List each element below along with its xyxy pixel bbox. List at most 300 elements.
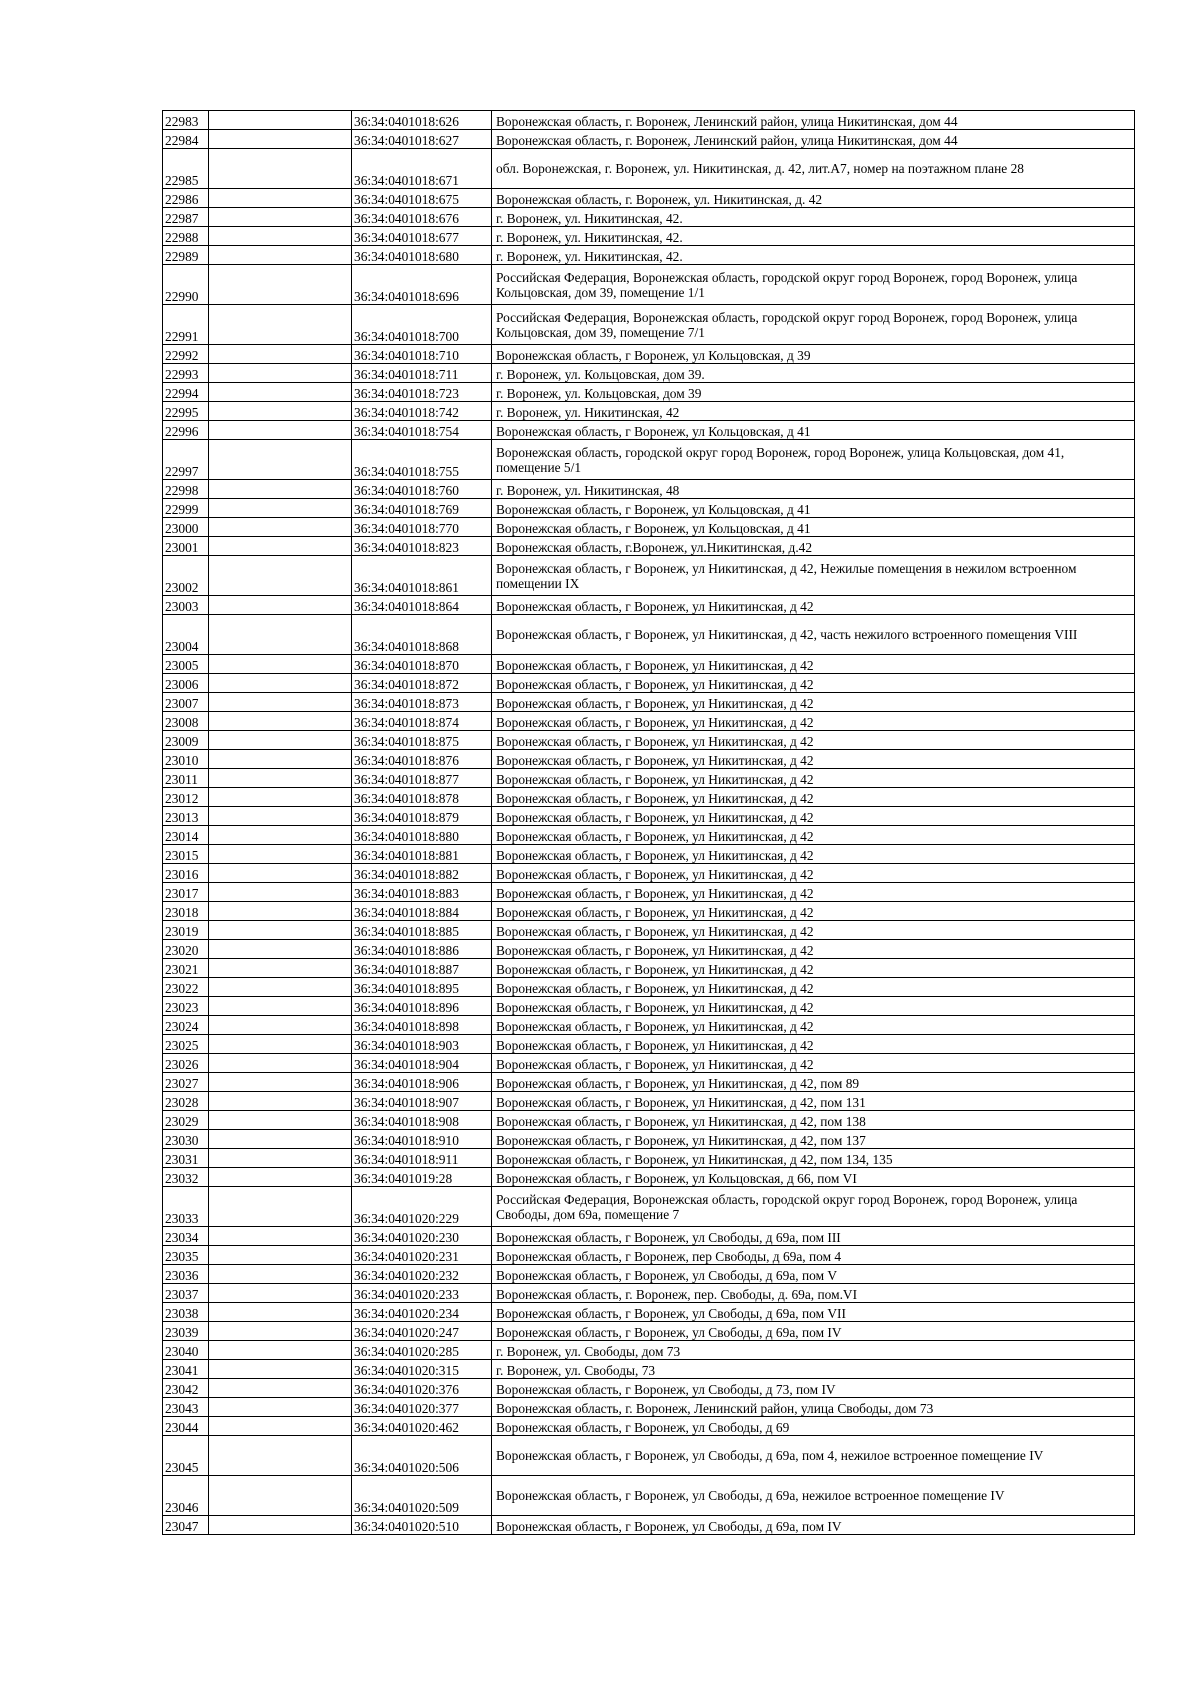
cadastral-number-cell: 36:34:0401018:896	[352, 997, 492, 1016]
cadastral-number-cell: 36:34:0401018:755	[352, 440, 492, 480]
address-cell: Воронежская область, г Воронеж, ул Никитинская, д 42	[492, 902, 1135, 921]
empty-cell	[209, 440, 352, 480]
cadastral-number-cell: 36:34:0401018:742	[352, 402, 492, 421]
empty-cell	[209, 1265, 352, 1284]
empty-cell	[209, 227, 352, 246]
row-number-cell: 23002	[163, 556, 209, 596]
row-number-cell: 23015	[163, 845, 209, 864]
table-row	[163, 1246, 1135, 1265]
address-cell: г. Воронеж, ул. Никитинская, 48	[492, 480, 1135, 499]
cadastral-number-cell: 36:34:0401018:675	[352, 189, 492, 208]
table-row	[163, 1227, 1135, 1246]
empty-cell	[209, 1168, 352, 1187]
property-register-table	[162, 110, 1135, 1535]
address-cell: Воронежская область, г. Воронеж, Ленинский район, улица Никитинская, дом 44	[492, 130, 1135, 149]
table-row	[163, 1187, 1135, 1227]
address-cell: Воронежская область, г Воронеж, ул Никитинская, д 42	[492, 693, 1135, 712]
empty-cell	[209, 189, 352, 208]
address-cell: Воронежская область, г Воронеж, ул Никитинская, д 42	[492, 959, 1135, 978]
table-row	[163, 402, 1135, 421]
row-number-cell: 22996	[163, 421, 209, 440]
table-row	[163, 997, 1135, 1016]
address-cell: Российская Федерация, Воронежская область, городской округ город Воронеж, город Воронеж, улица Кольцовская, дом 39, помещение 1/1	[492, 265, 1135, 305]
table-row	[163, 731, 1135, 750]
address-cell: г. Воронеж, ул. Никитинская, 42.	[492, 227, 1135, 246]
row-number-cell: 23029	[163, 1111, 209, 1130]
row-number-cell: 23044	[163, 1417, 209, 1436]
empty-cell	[209, 130, 352, 149]
cadastral-number-cell: 36:34:0401018:868	[352, 615, 492, 655]
table-row	[163, 712, 1135, 731]
cadastral-number-cell: 36:34:0401018:878	[352, 788, 492, 807]
table-row	[163, 1341, 1135, 1360]
row-number-cell: 22995	[163, 402, 209, 421]
address-cell: Воронежская область, г Воронеж, ул Никитинская, д 42	[492, 978, 1135, 997]
empty-cell	[209, 1246, 352, 1265]
row-number-cell: 23008	[163, 712, 209, 731]
cadastral-number-cell: 36:34:0401020:462	[352, 1417, 492, 1436]
table-row	[163, 845, 1135, 864]
table-row	[163, 537, 1135, 556]
address-cell: Воронежская область, г Воронеж, ул Никитинская, д 42	[492, 1054, 1135, 1073]
table-row	[163, 1016, 1135, 1035]
cadastral-number-cell: 36:34:0401018:879	[352, 807, 492, 826]
row-number-cell: 23012	[163, 788, 209, 807]
table-row	[163, 208, 1135, 227]
address-cell: Воронежская область, г Воронеж, ул Свободы, д 69а, нежилое встроенное помещение IV	[492, 1476, 1135, 1516]
row-number-cell: 23006	[163, 674, 209, 693]
row-number-cell: 23014	[163, 826, 209, 845]
cadastral-number-cell: 36:34:0401020:377	[352, 1398, 492, 1417]
row-number-cell: 23024	[163, 1016, 209, 1035]
table-row	[163, 1149, 1135, 1168]
cadastral-number-cell: 36:34:0401018:864	[352, 596, 492, 615]
table-row	[163, 959, 1135, 978]
cadastral-number-cell: 36:34:0401020:232	[352, 1265, 492, 1284]
cadastral-number-cell: 36:34:0401020:230	[352, 1227, 492, 1246]
empty-cell	[209, 1016, 352, 1035]
table-row	[163, 596, 1135, 615]
empty-cell	[209, 1436, 352, 1476]
empty-cell	[209, 997, 352, 1016]
row-number-cell: 23025	[163, 1035, 209, 1054]
row-number-cell: 23000	[163, 518, 209, 537]
cadastral-number-cell: 36:34:0401020:247	[352, 1322, 492, 1341]
address-cell: Воронежская область, г Воронеж, ул Никитинская, д 42	[492, 807, 1135, 826]
cadastral-number-cell: 36:34:0401018:882	[352, 864, 492, 883]
address-cell: Воронежская область, г Воронеж, ул Свободы, д 69а, пом III	[492, 1227, 1135, 1246]
empty-cell	[209, 693, 352, 712]
row-number-cell: 23045	[163, 1436, 209, 1476]
address-cell: Воронежская область, г Воронеж, ул Никитинская, д 42, часть нежилого встроенного помещения VIII	[492, 615, 1135, 655]
row-number-cell: 22989	[163, 246, 209, 265]
table-row	[163, 1130, 1135, 1149]
address-cell: Воронежская область, г. Воронеж, пер. Свободы, д. 69а, пом.VI	[492, 1284, 1135, 1303]
address-cell: Воронежская область, г Воронеж, ул Свободы, д 69а, пом IV	[492, 1322, 1135, 1341]
empty-cell	[209, 596, 352, 615]
table-row	[163, 149, 1135, 189]
table-row	[163, 883, 1135, 902]
address-cell: г. Воронеж, ул. Никитинская, 42.	[492, 246, 1135, 265]
table-row	[163, 518, 1135, 537]
empty-cell	[209, 788, 352, 807]
empty-cell	[209, 1516, 352, 1535]
row-number-cell: 23016	[163, 864, 209, 883]
empty-cell	[209, 1360, 352, 1379]
cadastral-number-cell: 36:34:0401018:880	[352, 826, 492, 845]
empty-cell	[209, 807, 352, 826]
address-cell: Воронежская область, г Воронеж, ул Никитинская, д 42, пом 89	[492, 1073, 1135, 1092]
empty-cell	[209, 1341, 352, 1360]
table-row	[163, 655, 1135, 674]
cadastral-number-cell: 36:34:0401018:908	[352, 1111, 492, 1130]
cadastral-number-cell: 36:34:0401018:677	[352, 227, 492, 246]
row-number-cell: 23007	[163, 693, 209, 712]
address-cell: Воронежская область, г Воронеж, ул Никитинская, д 42, пом 137	[492, 1130, 1135, 1149]
empty-cell	[209, 246, 352, 265]
table-row	[163, 1516, 1135, 1535]
cadastral-number-cell: 36:34:0401018:861	[352, 556, 492, 596]
table-row	[163, 1092, 1135, 1111]
table-row	[163, 364, 1135, 383]
cadastral-number-cell: 36:34:0401018:883	[352, 883, 492, 902]
address-cell: Российская Федерация, Воронежская область, городской округ город Воронеж, город Воронеж, улица Свободы, дом 69а, помещение 7	[492, 1187, 1135, 1227]
address-cell: Воронежская область, г Воронеж, ул Никитинская, д 42	[492, 788, 1135, 807]
address-cell: Воронежская область, г Воронеж, ул Никитинская, д 42	[492, 826, 1135, 845]
row-number-cell: 22997	[163, 440, 209, 480]
row-number-cell: 23022	[163, 978, 209, 997]
cadastral-number-cell: 36:34:0401018:823	[352, 537, 492, 556]
row-number-cell: 22985	[163, 149, 209, 189]
table-row	[163, 246, 1135, 265]
cadastral-number-cell: 36:34:0401018:874	[352, 712, 492, 731]
empty-cell	[209, 364, 352, 383]
cadastral-number-cell: 36:34:0401018:873	[352, 693, 492, 712]
cadastral-number-cell: 36:34:0401018:872	[352, 674, 492, 693]
row-number-cell: 22993	[163, 364, 209, 383]
empty-cell	[209, 1417, 352, 1436]
cadastral-number-cell: 36:34:0401018:680	[352, 246, 492, 265]
empty-cell	[209, 674, 352, 693]
address-cell: г. Воронеж, ул. Свободы, дом 73	[492, 1341, 1135, 1360]
empty-cell	[209, 556, 352, 596]
row-number-cell: 23020	[163, 940, 209, 959]
address-cell: Воронежская область, г Воронеж, ул Никитинская, д 42	[492, 750, 1135, 769]
row-number-cell: 23032	[163, 1168, 209, 1187]
cadastral-number-cell: 36:34:0401018:904	[352, 1054, 492, 1073]
table-row	[163, 480, 1135, 499]
cadastral-number-cell: 36:34:0401018:627	[352, 130, 492, 149]
address-cell: Воронежская область, г. Воронеж, Ленинский район, улица Свободы, дом 73	[492, 1398, 1135, 1417]
table-row	[163, 615, 1135, 655]
cadastral-number-cell: 36:34:0401020:509	[352, 1476, 492, 1516]
address-cell: Воронежская область, г Воронеж, ул Свободы, д 69а, пом 4, нежилое встроенное помещение IV	[492, 1436, 1135, 1476]
table-row	[163, 826, 1135, 845]
row-number-cell: 22986	[163, 189, 209, 208]
empty-cell	[209, 902, 352, 921]
cadastral-number-cell: 36:34:0401020:315	[352, 1360, 492, 1379]
empty-cell	[209, 978, 352, 997]
address-cell: Воронежская область, г. Воронеж, ул. Никитинская, д. 42	[492, 189, 1135, 208]
table-row	[163, 1168, 1135, 1187]
cadastral-number-cell: 36:34:0401018:887	[352, 959, 492, 978]
empty-cell	[209, 1476, 352, 1516]
table-row	[163, 807, 1135, 826]
empty-cell	[209, 615, 352, 655]
row-number-cell: 22991	[163, 305, 209, 345]
table-row	[163, 1284, 1135, 1303]
cadastral-number-cell: 36:34:0401020:285	[352, 1341, 492, 1360]
row-number-cell: 23037	[163, 1284, 209, 1303]
cadastral-number-cell: 36:34:0401019:28	[352, 1168, 492, 1187]
row-number-cell: 22994	[163, 383, 209, 402]
table-row	[163, 1379, 1135, 1398]
address-cell: Воронежская область, г Воронеж, ул Свободы, д 73, пом IV	[492, 1379, 1135, 1398]
empty-cell	[209, 1073, 352, 1092]
table-row	[163, 978, 1135, 997]
row-number-cell: 23018	[163, 902, 209, 921]
cadastral-number-cell: 36:34:0401020:510	[352, 1516, 492, 1535]
empty-cell	[209, 1303, 352, 1322]
empty-cell	[209, 208, 352, 227]
cadastral-number-cell: 36:34:0401020:233	[352, 1284, 492, 1303]
table-row	[163, 305, 1135, 345]
empty-cell	[209, 959, 352, 978]
address-cell: Воронежская область, г Воронеж, ул Никитинская, д 42	[492, 883, 1135, 902]
row-number-cell: 23035	[163, 1246, 209, 1265]
address-cell: обл. Воронежская, г. Воронеж, ул. Никитинская, д. 42, лит.А7, номер на поэтажном плане 28	[492, 149, 1135, 189]
empty-cell	[209, 518, 352, 537]
empty-cell	[209, 402, 352, 421]
empty-cell	[209, 1092, 352, 1111]
table-row	[163, 1436, 1135, 1476]
cadastral-number-cell: 36:34:0401018:875	[352, 731, 492, 750]
cadastral-number-cell: 36:34:0401018:907	[352, 1092, 492, 1111]
empty-cell	[209, 421, 352, 440]
address-cell: Воронежская область, г Воронеж, ул Никитинская, д 42	[492, 655, 1135, 674]
address-cell: Воронежская область, г Воронеж, ул Никитинская, д 42, пом 138	[492, 1111, 1135, 1130]
table-row	[163, 1417, 1135, 1436]
empty-cell	[209, 305, 352, 345]
cadastral-number-cell: 36:34:0401018:769	[352, 499, 492, 518]
row-number-cell: 23019	[163, 921, 209, 940]
empty-cell	[209, 537, 352, 556]
cadastral-number-cell: 36:34:0401018:877	[352, 769, 492, 788]
empty-cell	[209, 111, 352, 130]
table-row	[163, 1476, 1135, 1516]
table-row	[163, 902, 1135, 921]
empty-cell	[209, 731, 352, 750]
address-cell: Воронежская область, г Воронеж, ул Никитинская, д 42	[492, 997, 1135, 1016]
cadastral-number-cell: 36:34:0401018:885	[352, 921, 492, 940]
row-number-cell: 22999	[163, 499, 209, 518]
row-number-cell: 23005	[163, 655, 209, 674]
address-cell: Воронежская область, г.Воронеж, ул.Никитинская, д.42	[492, 537, 1135, 556]
row-number-cell: 23041	[163, 1360, 209, 1379]
empty-cell	[209, 940, 352, 959]
row-number-cell: 23023	[163, 997, 209, 1016]
address-cell: Воронежская область, г Воронеж, ул Кольцовская, д 41	[492, 518, 1135, 537]
cadastral-number-cell: 36:34:0401018:770	[352, 518, 492, 537]
table-row	[163, 556, 1135, 596]
address-cell: Воронежская область, г Воронеж, ул Никитинская, д 42	[492, 845, 1135, 864]
empty-cell	[209, 1035, 352, 1054]
address-cell: Воронежская область, г Воронеж, ул Кольцовская, д 66, пом VI	[492, 1168, 1135, 1187]
table-row	[163, 1360, 1135, 1379]
empty-cell	[209, 1398, 352, 1417]
table-row	[163, 1303, 1135, 1322]
row-number-cell: 23017	[163, 883, 209, 902]
empty-cell	[209, 1284, 352, 1303]
cadastral-number-cell: 36:34:0401018:676	[352, 208, 492, 227]
row-number-cell: 22992	[163, 345, 209, 364]
empty-cell	[209, 1130, 352, 1149]
cadastral-number-cell: 36:34:0401018:881	[352, 845, 492, 864]
address-cell: Воронежская область, г Воронеж, ул Кольцовская, д 39	[492, 345, 1135, 364]
address-cell: г. Воронеж, ул. Кольцовская, дом 39	[492, 383, 1135, 402]
register-table-body	[163, 111, 1135, 1535]
address-cell: Воронежская область, г Воронеж, ул Никитинская, д 42	[492, 769, 1135, 788]
empty-cell	[209, 750, 352, 769]
empty-cell	[209, 1379, 352, 1398]
row-number-cell: 23043	[163, 1398, 209, 1417]
row-number-cell: 23040	[163, 1341, 209, 1360]
empty-cell	[209, 655, 352, 674]
address-cell: Воронежская область, г Воронеж, ул Никитинская, д 42	[492, 940, 1135, 959]
row-number-cell: 23036	[163, 1265, 209, 1284]
address-cell: г. Воронеж, ул. Никитинская, 42	[492, 402, 1135, 421]
empty-cell	[209, 1111, 352, 1130]
table-row	[163, 1073, 1135, 1092]
table-row	[163, 383, 1135, 402]
row-number-cell: 23028	[163, 1092, 209, 1111]
table-row	[163, 674, 1135, 693]
cadastral-number-cell: 36:34:0401018:886	[352, 940, 492, 959]
row-number-cell: 23027	[163, 1073, 209, 1092]
empty-cell	[209, 499, 352, 518]
table-row	[163, 265, 1135, 305]
row-number-cell: 23042	[163, 1379, 209, 1398]
address-cell: Воронежская область, г Воронеж, ул Никитинская, д 42, пом 131	[492, 1092, 1135, 1111]
table-row	[163, 1265, 1135, 1284]
empty-cell	[209, 769, 352, 788]
address-cell: Воронежская область, г Воронеж, ул Никитинская, д 42	[492, 864, 1135, 883]
table-row	[163, 693, 1135, 712]
table-row	[163, 1398, 1135, 1417]
address-cell: Воронежская область, г Воронеж, ул Никитинская, д 42, пом 134, 135	[492, 1149, 1135, 1168]
row-number-cell: 23030	[163, 1130, 209, 1149]
cadastral-number-cell: 36:34:0401018:911	[352, 1149, 492, 1168]
row-number-cell: 23047	[163, 1516, 209, 1535]
table-row	[163, 440, 1135, 480]
row-number-cell: 23039	[163, 1322, 209, 1341]
address-cell: Воронежская область, г Воронеж, ул Никитинская, д 42	[492, 1035, 1135, 1054]
empty-cell	[209, 149, 352, 189]
cadastral-number-cell: 36:34:0401020:231	[352, 1246, 492, 1265]
table-row	[163, 499, 1135, 518]
cadastral-number-cell: 36:34:0401018:898	[352, 1016, 492, 1035]
table-row	[163, 111, 1135, 130]
row-number-cell: 23021	[163, 959, 209, 978]
cadastral-number-cell: 36:34:0401018:895	[352, 978, 492, 997]
address-cell: Воронежская область, г Воронеж, ул Кольцовская, д 41	[492, 421, 1135, 440]
cadastral-number-cell: 36:34:0401020:506	[352, 1436, 492, 1476]
empty-cell	[209, 480, 352, 499]
row-number-cell: 23031	[163, 1149, 209, 1168]
table-row	[163, 750, 1135, 769]
address-cell: Воронежская область, г Воронеж, ул Никитинская, д 42	[492, 731, 1135, 750]
row-number-cell: 22998	[163, 480, 209, 499]
empty-cell	[209, 345, 352, 364]
address-cell: г. Воронеж, ул. Никитинская, 42.	[492, 208, 1135, 227]
empty-cell	[209, 845, 352, 864]
table-row	[163, 421, 1135, 440]
row-number-cell: 23033	[163, 1187, 209, 1227]
table-row	[163, 1035, 1135, 1054]
address-cell: Воронежская область, г Воронеж, ул Кольцовская, д 41	[492, 499, 1135, 518]
cadastral-number-cell: 36:34:0401018:696	[352, 265, 492, 305]
cadastral-number-cell: 36:34:0401018:906	[352, 1073, 492, 1092]
address-cell: Воронежская область, г Воронеж, ул Свободы, д 69а, пом VII	[492, 1303, 1135, 1322]
row-number-cell: 22983	[163, 111, 209, 130]
empty-cell	[209, 1054, 352, 1073]
address-cell: Воронежская область, г Воронеж, ул Никитинская, д 42	[492, 674, 1135, 693]
row-number-cell: 23011	[163, 769, 209, 788]
row-number-cell: 22987	[163, 208, 209, 227]
row-number-cell: 22984	[163, 130, 209, 149]
cadastral-number-cell: 36:34:0401018:884	[352, 902, 492, 921]
row-number-cell: 22990	[163, 265, 209, 305]
cadastral-number-cell: 36:34:0401020:376	[352, 1379, 492, 1398]
row-number-cell: 23009	[163, 731, 209, 750]
table-row	[163, 1322, 1135, 1341]
empty-cell	[209, 921, 352, 940]
cadastral-number-cell: 36:34:0401018:671	[352, 149, 492, 189]
empty-cell	[209, 712, 352, 731]
table-row	[163, 1054, 1135, 1073]
empty-cell	[209, 383, 352, 402]
row-number-cell: 23004	[163, 615, 209, 655]
address-cell: Воронежская область, г Воронеж, ул Никитинская, д 42	[492, 921, 1135, 940]
table-row	[163, 1111, 1135, 1130]
cadastral-number-cell: 36:34:0401018:723	[352, 383, 492, 402]
address-cell: Воронежская область, г Воронеж, ул Свободы, д 69а, пом IV	[492, 1516, 1135, 1535]
row-number-cell: 23046	[163, 1476, 209, 1516]
address-cell: Воронежская область, г. Воронеж, Ленинский район, улица Никитинская, дом 44	[492, 111, 1135, 130]
address-cell: Воронежская область, г Воронеж, ул Свободы, д 69а, пом V	[492, 1265, 1135, 1284]
address-cell: Российская Федерация, Воронежская область, городской округ город Воронеж, город Воронеж, улица Кольцовская, дом 39, помещение 7/1	[492, 305, 1135, 345]
row-number-cell: 23003	[163, 596, 209, 615]
address-cell: Воронежская область, г Воронеж, ул Никитинская, д 42	[492, 1016, 1135, 1035]
row-number-cell: 23034	[163, 1227, 209, 1246]
cadastral-number-cell: 36:34:0401018:760	[352, 480, 492, 499]
address-cell: Воронежская область, г Воронеж, ул Никитинская, д 42, Нежилые помещения в нежилом встроенном помещении IX	[492, 556, 1135, 596]
table-row	[163, 227, 1135, 246]
address-cell: Воронежская область, г Воронеж, пер Свободы, д 69а, пом 4	[492, 1246, 1135, 1265]
empty-cell	[209, 265, 352, 305]
cadastral-number-cell: 36:34:0401018:876	[352, 750, 492, 769]
table-row	[163, 921, 1135, 940]
cadastral-number-cell: 36:34:0401018:910	[352, 1130, 492, 1149]
row-number-cell: 23013	[163, 807, 209, 826]
address-cell: г. Воронеж, ул. Свободы, 73	[492, 1360, 1135, 1379]
table-row	[163, 864, 1135, 883]
address-cell: Воронежская область, г Воронеж, ул Никитинская, д 42	[492, 596, 1135, 615]
row-number-cell: 22988	[163, 227, 209, 246]
table-row	[163, 788, 1135, 807]
empty-cell	[209, 864, 352, 883]
table-row	[163, 130, 1135, 149]
